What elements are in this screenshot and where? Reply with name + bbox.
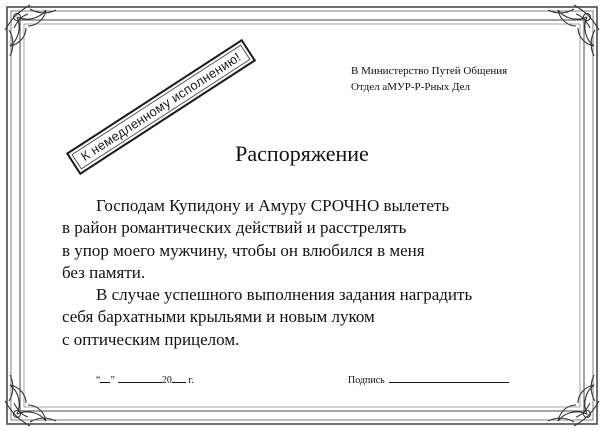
- document-body: [62, 195, 572, 351]
- body-line: себя бархатными крыльями и новым луком: [62, 307, 375, 327]
- year-suffix: г.: [188, 375, 194, 386]
- signature-blank: [389, 373, 509, 383]
- day-blank: [100, 373, 110, 383]
- signature-field: [348, 373, 509, 387]
- addressee-line-department: Отдел аМУР-Р-Рных Дел: [351, 81, 470, 93]
- corner-ornament-bottom-left: [5, 375, 56, 426]
- body-line: Господам Купидону и Амуру СРОЧНО вылететь: [96, 196, 450, 215]
- body-line: с оптическим прицелом.: [62, 329, 240, 349]
- signature-label: Подпись: [348, 375, 385, 386]
- body-line: В случае успешного выполнения задания наградить: [96, 285, 473, 305]
- year-prefix: 20: [161, 375, 172, 386]
- body-line: в упор моего мужчину, чтобы он влюбился в меня: [62, 240, 425, 260]
- corner-ornament-top-right: [548, 5, 599, 56]
- year-blank: [172, 373, 186, 383]
- urgent-stamp: К немедленному исполнению!: [66, 39, 256, 175]
- body-line: в район романтических действий и расстрелять: [62, 218, 407, 238]
- body-line: без памяти.: [62, 262, 146, 282]
- date-close-quote: ”: [110, 375, 115, 386]
- document-title: Распоряжение: [235, 141, 369, 166]
- addressee-block: [351, 63, 507, 95]
- date-open-quote: “: [96, 375, 101, 386]
- month-blank: [118, 373, 162, 383]
- date-field: [96, 373, 194, 387]
- corner-ornament-top-left: [5, 5, 56, 56]
- corner-ornament-bottom-right: [548, 375, 599, 426]
- addressee-line-ministry: В Министерство Путей Общения: [351, 65, 508, 77]
